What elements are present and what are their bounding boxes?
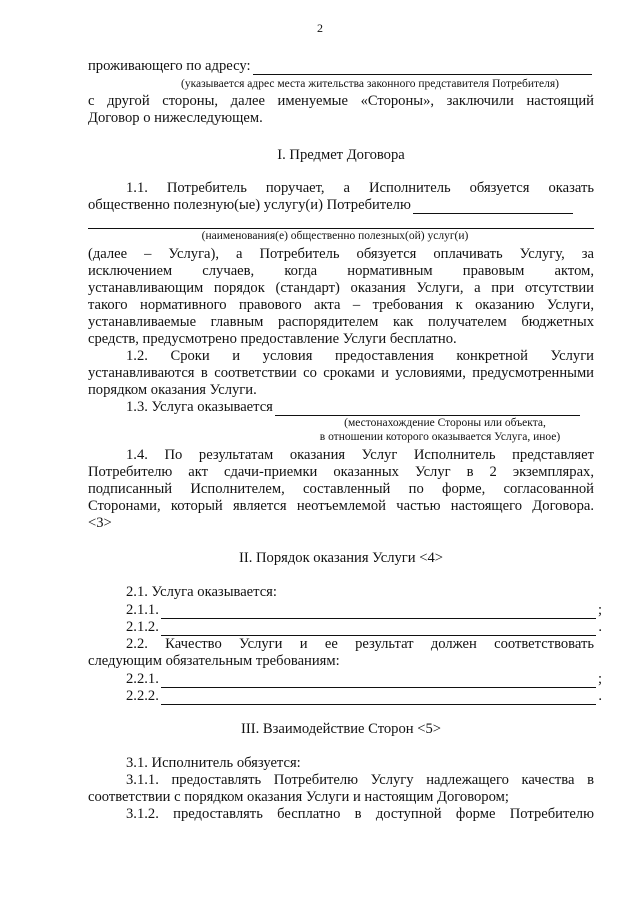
clause-3-1-1-line-2: соответствии с порядком оказания Услуги и настоящим Договором; xyxy=(88,789,509,805)
clause-3-1-2-line-1: 3.1.2. предоставлять бесплатно в доступной форме Потребителю xyxy=(126,806,594,822)
clause-1-1-line-1: 1.1. Потребитель поручает, а Исполнитель обязуется оказать xyxy=(126,180,594,196)
page-number: 2 xyxy=(317,21,323,35)
clause-2-2-1-blank xyxy=(161,674,596,688)
clause-2-2-line-2: следующим обязательным требованиям: xyxy=(88,653,340,669)
clause-1-4-line-1: 1.4. По результатам оказания Услуг Исполнитель представляет xyxy=(126,447,594,463)
clause-2-1-2-blank xyxy=(161,622,597,636)
clause-1-1-body-5: устанавливаемые главным распорядителем как получателем бюджетных xyxy=(88,314,594,330)
clause-1-3-line xyxy=(126,399,582,416)
service-name-blank-2 xyxy=(88,214,594,229)
section-2-title: II. Порядок оказания Услуги <4> xyxy=(238,550,444,566)
clause-2-1-2-end: . xyxy=(598,619,602,635)
footnote-ref-3: <3> xyxy=(88,515,112,531)
clause-3-1: 3.1. Исполнитель обязуется: xyxy=(126,755,301,771)
clause-2-1-1-blank xyxy=(161,605,596,619)
clause-2-2-1-label: 2.2.1. xyxy=(126,671,159,687)
clause-3-1-1-line-1: 3.1.1. предоставлять Потребителю Услугу надлежащего качества в xyxy=(126,772,594,788)
clause-1-1-line-2 xyxy=(88,197,594,214)
clause-1-4-line-4: Сторонами, который является неотъемлемой частью настоящего Договора. xyxy=(88,498,594,514)
intro-line-2: Договор о нижеследующем. xyxy=(88,110,263,126)
section-1-title: I. Предмет Договора xyxy=(277,147,405,163)
clause-1-1-body-4: такого нормативного правового акта – требования к оказанию Услуги, xyxy=(88,297,594,313)
clause-2-2-2-blank xyxy=(161,691,597,705)
clause-2-1-2-label: 2.1.2. xyxy=(126,619,159,635)
clause-1-2-line-2: устанавливаются в соответствии со сроками и условиями, предусмотренными xyxy=(88,365,594,381)
clause-2-2-1-end: ; xyxy=(597,671,602,687)
clause-1-1-text: общественно полезную(ые) услугу(и) Потребителю xyxy=(88,197,411,213)
clause-2-1-2 xyxy=(126,619,602,636)
address-label: проживающего по адресу: xyxy=(88,58,251,74)
clause-2-2-line-1: 2.2. Качество Услуги и ее результат должен соответствовать xyxy=(126,636,594,652)
clause-1-4-line-2: Потребителю акт сдачи-приемки оказанных Услуг в 2 экземплярах, xyxy=(88,464,594,480)
clause-1-1-body-1: (далее – Услуга), а Потребитель обязуется оплачивать Услугу, за xyxy=(88,246,594,262)
address-blank xyxy=(253,61,592,75)
clause-2-1-1-label: 2.1.1. xyxy=(126,602,159,618)
clause-1-4-line-3: подписанный Исполнителем, составленный по форме, согласованной xyxy=(88,481,594,497)
clause-2-2-2 xyxy=(126,688,602,705)
address-hint: (указывается адрес места жительства законного представителя Потребителя) xyxy=(180,78,559,90)
section-3-title: III. Взаимодействие Сторон <5> xyxy=(240,721,441,737)
service-name-blank xyxy=(413,200,573,214)
clause-1-3-label: 1.3. Услуга оказывается xyxy=(126,399,273,415)
clause-1-2-line-1: 1.2. Сроки и условия предоставления конкретной Услуги xyxy=(126,348,594,364)
clause-2-2-1 xyxy=(126,671,602,688)
clause-2-2-2-end: . xyxy=(598,688,602,704)
clause-1-1-body-2: исключением случаев, когда нормативным правовым актом, xyxy=(88,263,594,279)
service-name-hint: (наименования(е) общественно полезных(ой) услуг(и) xyxy=(201,230,469,242)
intro-line-1: с другой стороны, далее именуемые «Стороны», заключили настоящий xyxy=(88,93,594,109)
location-blank xyxy=(275,402,580,416)
address-line xyxy=(88,58,594,75)
clause-1-1-body-3: устанавливающим порядок (стандарт) оказания Услуги, а при отсутствии xyxy=(88,280,594,296)
clause-1-2-line-3: порядком оказания Услуги. xyxy=(88,382,257,398)
clause-1-1-body-6: средств, предусмотрено предоставление Услуги бесплатно. xyxy=(88,331,457,347)
clause-2-2-2-label: 2.2.2. xyxy=(126,688,159,704)
location-hint-1: (местонахождение Стороны или объекта, xyxy=(344,417,546,429)
clause-2-1-1-end: ; xyxy=(597,602,602,618)
location-hint-2: в отношении которого оказывается Услуга, иное) xyxy=(319,431,561,443)
clause-2-1: 2.1. Услуга оказывается: xyxy=(126,584,277,600)
clause-2-1-1 xyxy=(126,602,602,619)
